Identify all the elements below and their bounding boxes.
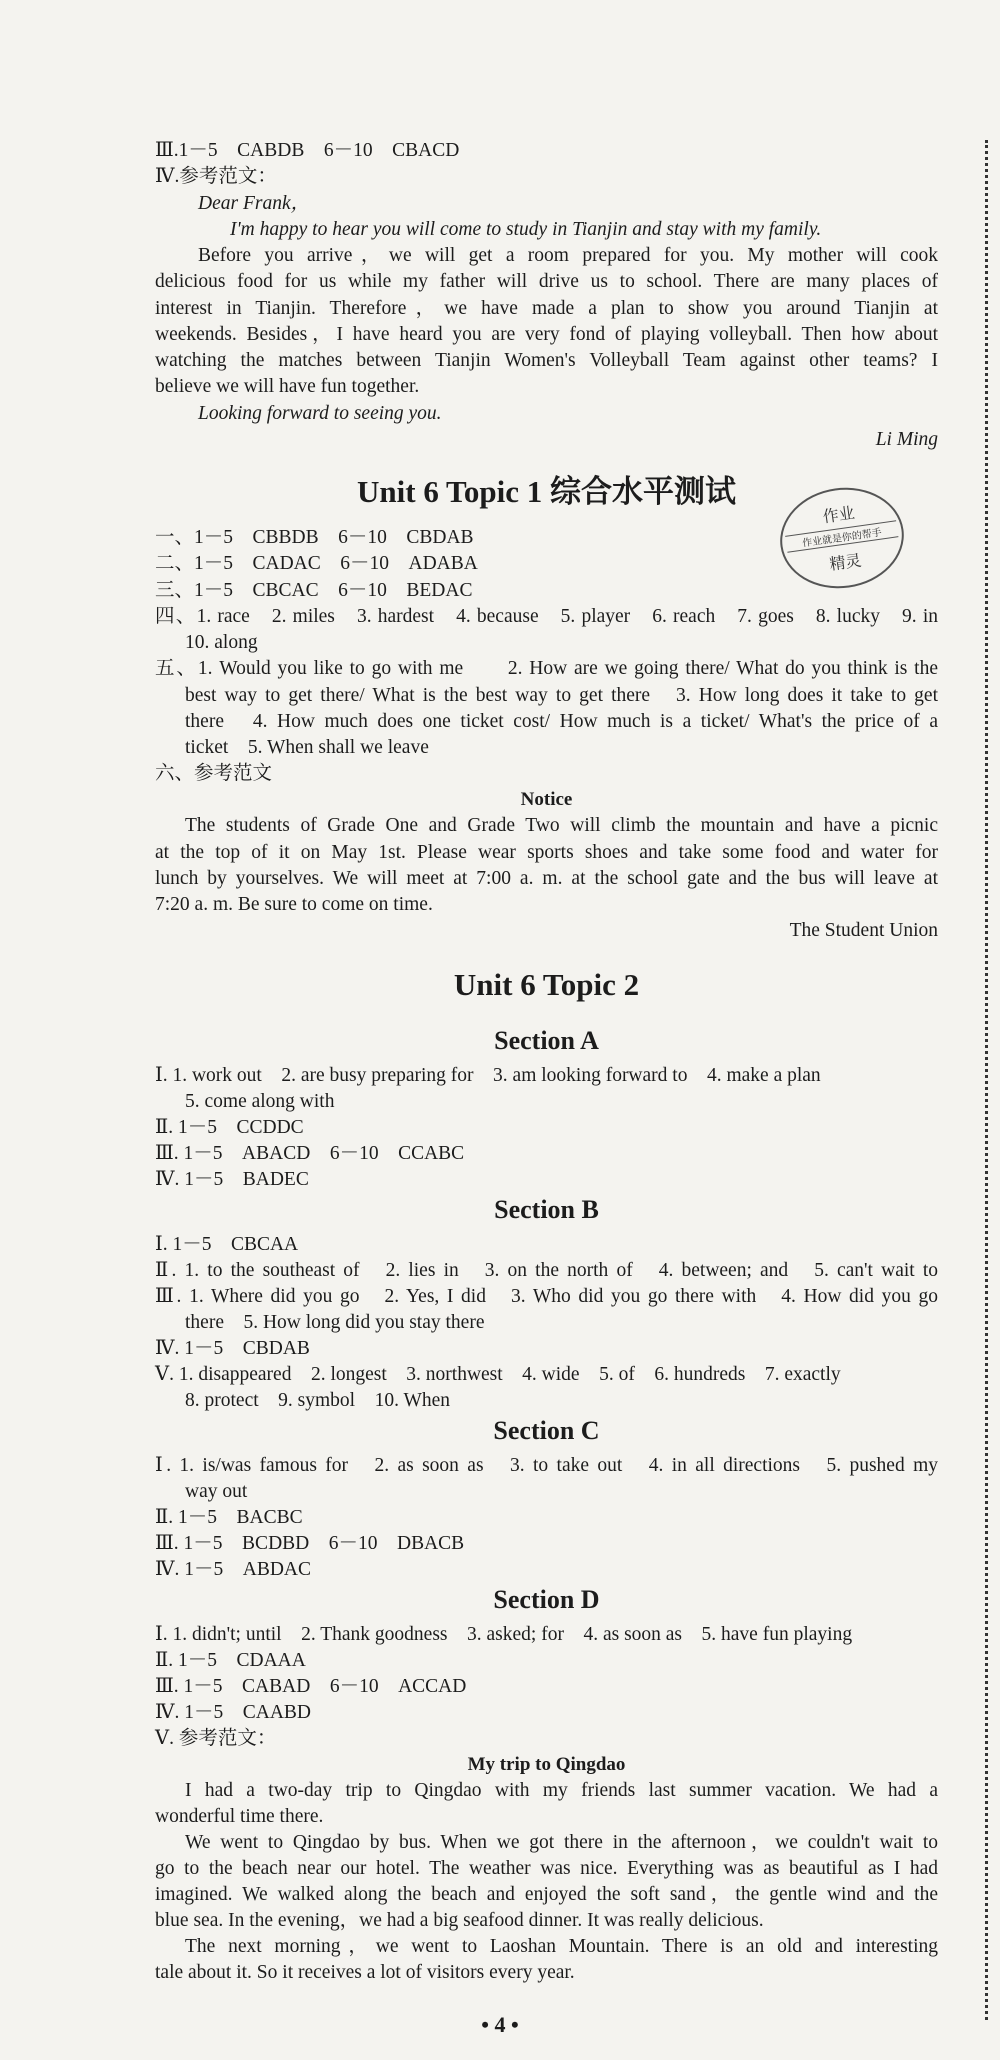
letter-signature: Li Ming [875, 429, 938, 450]
answer-line: Ⅲ. 1－5 CABAD 6－10 ACCAD [155, 1676, 467, 1697]
letter-line: Before you arrive，we will get a room prepared for you. My mother will cook [198, 245, 938, 266]
answer-line: 二、1－5 CADAC 6－10 ADABA [155, 553, 478, 574]
essay-line: blue sea. In the evening，we had a big seafood dinner. It was really delicious. [155, 1910, 764, 1931]
answer-line: Ⅰ. 1－5 CBCAA [155, 1234, 299, 1255]
section-heading: Unit 6 Topic 1 综合水平测试 [357, 474, 736, 509]
answer-line: Ⅲ. 1－5 ABACD 6－10 CCABC [155, 1143, 465, 1164]
answer-line: 5. come along with [185, 1091, 335, 1112]
section-heading: Section C [493, 1416, 600, 1445]
answer-line: 四、1. race 2. miles 3. hardest 4. because 5. player 6. reach 7. goes 8. lucky 9. in [155, 606, 938, 627]
essay-line: wonderful time there. [155, 1806, 324, 1827]
answer-line: Ⅰ. 1. is/was famous for 2. as soon as 3. to take out 4. in all directions 5. pushed my [155, 1455, 938, 1476]
notice-line: 7:20 a. m. Be sure to come on time. [155, 894, 433, 915]
answer-line: Ⅰ. 1. didn't; until 2. Thank goodness 3. asked; for 4. as soon as 5. have fun playing [155, 1624, 853, 1645]
essay-line: The next morning，we went to Laoshan Mountain. There is an old and interesting [185, 1936, 938, 1957]
answer-line: Ⅱ. 1－5 BACBC [155, 1507, 303, 1528]
answer-line: Ⅱ. 1. to the southeast of 2. lies in 3. on the north of 4. between; and 5. can't wait to [155, 1260, 938, 1281]
answer-line: Ⅳ. 1－5 CBDAB [155, 1338, 310, 1359]
stamp-text: 作业 [821, 505, 856, 527]
answer-line: Ⅴ. 1. disappeared 2. longest 3. northwest 4. wide 5. of 6. hundreds 7. exactly [155, 1364, 841, 1385]
answer-line: Ⅳ. 1－5 CAABD [155, 1702, 311, 1723]
essay-line: tale about it. So it receives a lot of visitors every year. [155, 1962, 575, 1983]
answer-line: Ⅱ. 1－5 CCDDC [155, 1117, 304, 1138]
answer-line: 六、参考范文 [155, 763, 273, 784]
letter-line: weekends. Besides，I have heard you are very fond of playing volleyball. Then how about [155, 324, 938, 345]
letter-line: watching the matches between Tianjin Women's Volleyball Team against other teams? I [155, 350, 938, 371]
stamp-text: 作业就是你的帮手 [785, 520, 898, 552]
answer-line: there 4. How much does one ticket cost/ How much is a ticket/ What's the price of a [185, 711, 938, 732]
notice-title: Notice [520, 789, 573, 810]
letter-closing: Looking forward to seeing you. [198, 403, 442, 424]
essay-line: imagined. We walked along the beach and enjoyed the soft sand，the gentle wind and the [155, 1884, 938, 1905]
letter-line: I'm happy to hear you will come to study in Tianjin and stay with my family. [230, 219, 822, 240]
unit-heading: Unit 6 Topic 2 [453, 967, 640, 1002]
answer-line: 五、1. Would you like to go with me 2. How are we going there/ What do you think is the [155, 658, 938, 679]
essay-title: My trip to Qingdao [467, 1754, 626, 1775]
answer-line: Ⅴ. 参考范文： [155, 1728, 277, 1749]
notice-signature: The Student Union [789, 920, 938, 941]
answer-line: Ⅲ. 1－5 BCDBD 6－10 DBACB [155, 1533, 465, 1554]
notice-line: The students of Grade One and Grade Two will climb the mountain and have a picnic [185, 815, 938, 836]
answer-line: Ⅳ. 1－5 BADEC [155, 1169, 309, 1190]
answer-line: Ⅱ. 1－5 CDAAA [155, 1650, 306, 1671]
answer-line: best way to get there/ What is the best way to get there 3. How long does it take to get [185, 685, 938, 706]
answer-line: 一、1－5 CBBDB 6－10 CBDAB [155, 527, 474, 548]
answer-line: there 5. How long did you stay there [185, 1312, 485, 1333]
essay-line: go to the beach near our hotel. The weather was nice. Everything was as beautiful as I had [155, 1858, 938, 1879]
answer-line: Ⅲ.1－5 CABDB 6－10 CBACD [155, 140, 460, 161]
essay-line: We went to Qingdao by bus. When we got there in the afternoon，we couldn't wait to [185, 1832, 938, 1853]
margin-dotted-border [985, 140, 988, 2020]
answer-line: 10. along [185, 632, 258, 653]
essay-line: I had a two-day trip to Qingdao with my friends last summer vacation. We had a [185, 1780, 938, 1801]
answer-line: ticket 5. When shall we leave [185, 737, 429, 758]
letter-line: delicious food for us while my father will drive us to school. There are many places of [155, 271, 938, 292]
letter-greeting: Dear Frank， [198, 193, 311, 214]
page-number: • 4 • [481, 2012, 519, 2037]
section-heading: Section A [494, 1026, 599, 1055]
answer-line: Ⅳ. 1－5 ABDAC [155, 1559, 311, 1580]
answer-line: Ⅳ.参考范文： [155, 166, 277, 187]
answer-line: 三、1－5 CBCAC 6－10 BEDAC [155, 580, 473, 601]
answer-line: 8. protect 9. symbol 10. When [185, 1390, 451, 1411]
answer-line: Ⅲ. 1. Where did you go 2. Yes, I did 3. Who did you go there with 4. How did you go [155, 1286, 938, 1307]
answer-line: way out [185, 1481, 248, 1502]
section-heading: Section B [494, 1195, 599, 1224]
notice-line: lunch by yourselves. We will meet at 7:00 a. m. at the school gate and the bus will leave at [155, 868, 938, 889]
letter-line: interest in Tianjin. Therefore，we have made a plan to show you around Tianjin at [155, 298, 938, 319]
stamp-text: 精灵 [828, 552, 863, 574]
answer-line: Ⅰ. 1. work out 2. are busy preparing for 3. am looking forward to 4. make a plan [155, 1065, 821, 1086]
notice-line: at the top of it on May 1st. Please wear sports shoes and take some food and water for [155, 842, 938, 863]
letter-line: believe we will have fun together. [155, 376, 420, 397]
section-heading: Section D [493, 1585, 600, 1614]
